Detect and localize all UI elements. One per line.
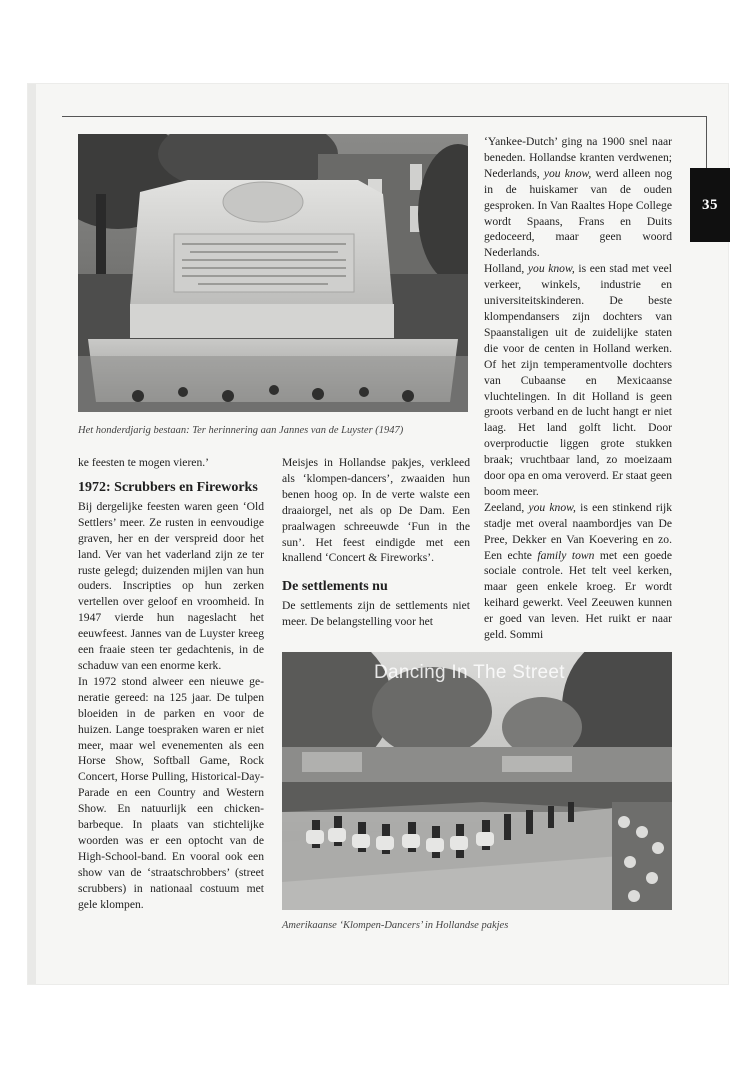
col3-p1-a: ‘Yankee-Dutch’ ging na 1900 snel naar beneden. Hollandse kranten verdwenen; Nederlands, xyxy=(484,135,672,180)
page-spine xyxy=(28,84,36,984)
col3-paragraph-3 xyxy=(484,500,672,643)
page-number-tab xyxy=(690,168,730,242)
dancing-overlay-text: Dancing In The Street xyxy=(374,662,565,683)
col3-p3-b: is een stinkend rijk stadje met overal naambordjes van De Pree, Dekker en Van Koevering en zo. Een echte xyxy=(484,500,672,562)
col2-paragraph-1: Meisjes in Hollandse pakjes, verkleed als ‘klompen-dancers’, zwaaiden hun benen hoog op. In de verte walste een draaiorgel, net als op De Dam. Een praalwagen schreeuwde ‘Fun in the sun’. Het feest eindigde met een knallend ‘Concert & Fireworks’. xyxy=(282,456,470,565)
col3-p3-c: met een goede sociale controle. Het telt veel kerken, maar geen enkele kroeg. Er wordt keihard gewerkt. Veel Zeeuwen kunnen er goed van leven. Het ruikt er naar geld. Sommi xyxy=(484,548,672,642)
dancers-photo xyxy=(282,652,672,910)
column-1 xyxy=(78,455,264,912)
column-3 xyxy=(484,134,672,643)
section-heading-settlements: De settlements nu xyxy=(282,579,388,595)
col1-paragraph-1: Bij dergelijke feesten waren geen ‘Old Settlers’ meer. Ze rusten in eenvoudige graven, her en der verspreid door het land. Ver van het vaderland zijn ze ter ruste gelegd; duizenden mijlen van hun ouders. Inscripties op hun zerken vertellen over geloof en vroomheid. In 1947 vierde hun nageslacht het eeuwfeest. Jannes van de Luyster kreeg een fraaie steen ter gedachtenis, in de schaduw van een enorme kerk. xyxy=(78,499,264,672)
col2-paragraph-2: De settlements zijn de settlements niet meer. De belangstelling voor het xyxy=(282,599,470,629)
memorial-photo-caption: Het honderdjarig bestaan: Ter herinnering aan Jannes van de Luyster (1947) xyxy=(78,425,404,436)
col1-paragraph-2: In 1972 stond alweer een nieuwe generatie gereed: na 125 jaar. De tulpen bloeiden in de parken en voor de huizen. Lange toespraken waren er niet meer, maar wel evenementen als een Horse Show, Softball Game, Rock Concert, Horse Pulling, Historical-Day-Parade en een Country and Western Show. En natuurlijk een chicken-barbeque. In plaats van stichtelijke woorden was er een optocht van de High-School-band. En vooral ook een show van de ‘straatschrobbers’ (street scrubbers) in nationaal costuum met gele klompen. xyxy=(78,674,264,911)
col3-p3-a: Zeeland, xyxy=(484,500,529,514)
you-know-2: you know, xyxy=(527,262,575,276)
col3-paragraph-2 xyxy=(484,261,672,500)
column-2 xyxy=(282,455,470,630)
family-town: family town xyxy=(537,548,595,562)
col3-p1-b: werd alleen nog in de huiskamer van de ouden gesproken. In Van Raaltes Hope College wordt Spaans, Frans en Duits gedoceerd, maar geen woord Nederlands. xyxy=(484,166,672,260)
col1-intro: ke feesten te mogen vieren.’ xyxy=(78,456,210,469)
header-rule xyxy=(62,116,706,117)
dancers-photo-caption: Amerikaanse ‘Klompen-Dancers’ in Hollandse pakjes xyxy=(282,920,509,931)
you-know-1: you know, xyxy=(543,166,592,180)
section-heading-scrubbers: 1972: Scrubbers en Fireworks xyxy=(78,479,258,495)
memorial-photo xyxy=(78,134,468,412)
page-number: 35 xyxy=(702,196,718,213)
you-know-3: you know, xyxy=(528,500,576,514)
col3-p2-b: is een stad met veel verkeer, winkels, industrie en universiteitskinderen. De beste klompendansers zijn dochters van Spaanstaligen uit de zuidelijke staten die voor de centen in Holland werken. Of het zijn temperamentvolle dochters van Cubaanse en Mexicaanse vluchtelingen. In dit Holland is geen groots verband en de lucht hangt er niet laag. Het land golft licht. Door overproductie liggen grote stukken braak; vruchtbaar land, zo moeizaam door opa en oma veroverd. Er staat geen boom meer. xyxy=(484,262,673,498)
col3-paragraph-1 xyxy=(484,134,672,261)
col3-p2-a: Holland, xyxy=(484,262,528,276)
